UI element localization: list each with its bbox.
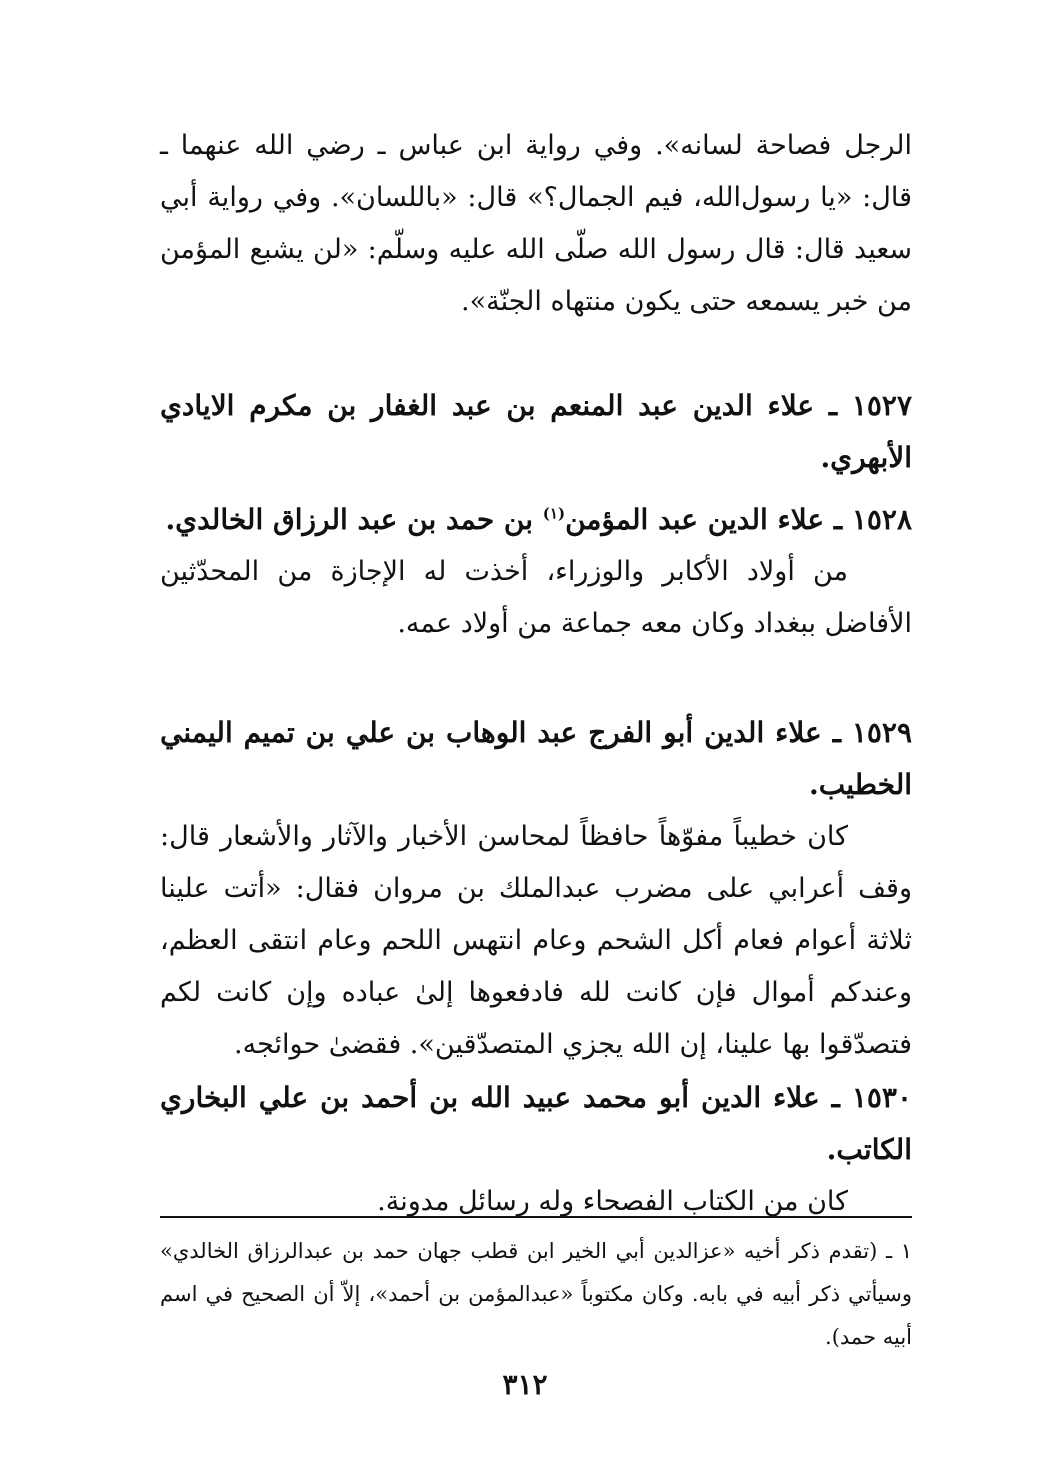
entry-heading-1530: ١٥٣٠ ـ علاء الدين أبو محمد عبيد الله بن أحمد بن علي البخاري الكاتب.: [160, 1081, 912, 1166]
entry-1530: [160, 1072, 912, 1228]
page-number: ٣١٢: [502, 1368, 548, 1401]
footnote-separator: [160, 1216, 912, 1218]
entry-1527: [160, 380, 912, 484]
footnote-reference-mark: (١): [542, 504, 566, 523]
entry-heading-1528: [160, 494, 912, 546]
entry-1528: [160, 494, 912, 650]
entry-heading-1528-text-before: ١٥٢٨ ـ علاء الدين عبد المؤمن: [565, 503, 912, 536]
footnote-block: [160, 1230, 912, 1359]
entry-1529: [160, 707, 912, 1071]
entry-heading-1527: ١٥٢٧ ـ علاء الدين عبد المنعم بن عبد الغفار بن مكرم الايادي الأبهري.: [160, 389, 912, 474]
footnote-text: ١ ـ (تقدم ذكر أخيه «عزالدين أبي الخير ابن قطب جهان حمد بن عبدالرزاق الخالدي» وسيأتي ذكر أبيه في بابه. وكان مكتوباً «عبدالمؤمن بن أحمد»، إلاّ أن الصحيح في اسم أبيه حمد).: [160, 1239, 912, 1349]
entry-body-1530: كان من الكتاب الفصحاء وله رسائل مدونة.: [377, 1186, 848, 1217]
entry-body-1529: كان خطيباً مفوّهاً حافظاً لمحاسن الأخبار والآثار والأشعار قال: وقف أعرابي على مضرب عبدالملك بن مروان فقال: «أتت علينا ثلاثة أعوام فعام أكل الشحم وعام انتهس اللحم وعام انتقى العظم، وعندكم أموال فإن كانت لله فادفعوها إلىٰ عباده وإن كانت لكم فتصدّقوا بها علينا، إن الله يجزي المتصدّقين». فقضىٰ حوائجه.: [160, 821, 912, 1060]
entry-heading-1528-text-after: بن حمد بن عبد الرزاق الخالدي.: [165, 503, 543, 536]
entry-body-1528: من أولاد الأكابر والوزراء، أخذت له الإجازة من المحدّثين الأفاضل ببغداد وكان معه جماعة من أولاد عمه.: [160, 556, 912, 639]
intro-paragraph: الرجل فصاحة لسانه». وفي رواية ابن عباس ـ رضي الله عنهما ـ قال: «يا رسول‌الله، فيم الجمال؟» قال: «باللسان». وفي رواية أبي سعيد قال: قال رسول الله صلّى الله عليه وسلّم: «لن يشبع المؤمن من خبر يسمعه حتى يكون منتهاه الجنّة».: [160, 130, 912, 317]
entry-heading-1529: ١٥٢٩ ـ علاء الدين أبو الفرج عبد الوهاب بن علي بن تميم اليمني الخطيب.: [160, 716, 912, 801]
intro-paragraph-block: [160, 120, 912, 328]
